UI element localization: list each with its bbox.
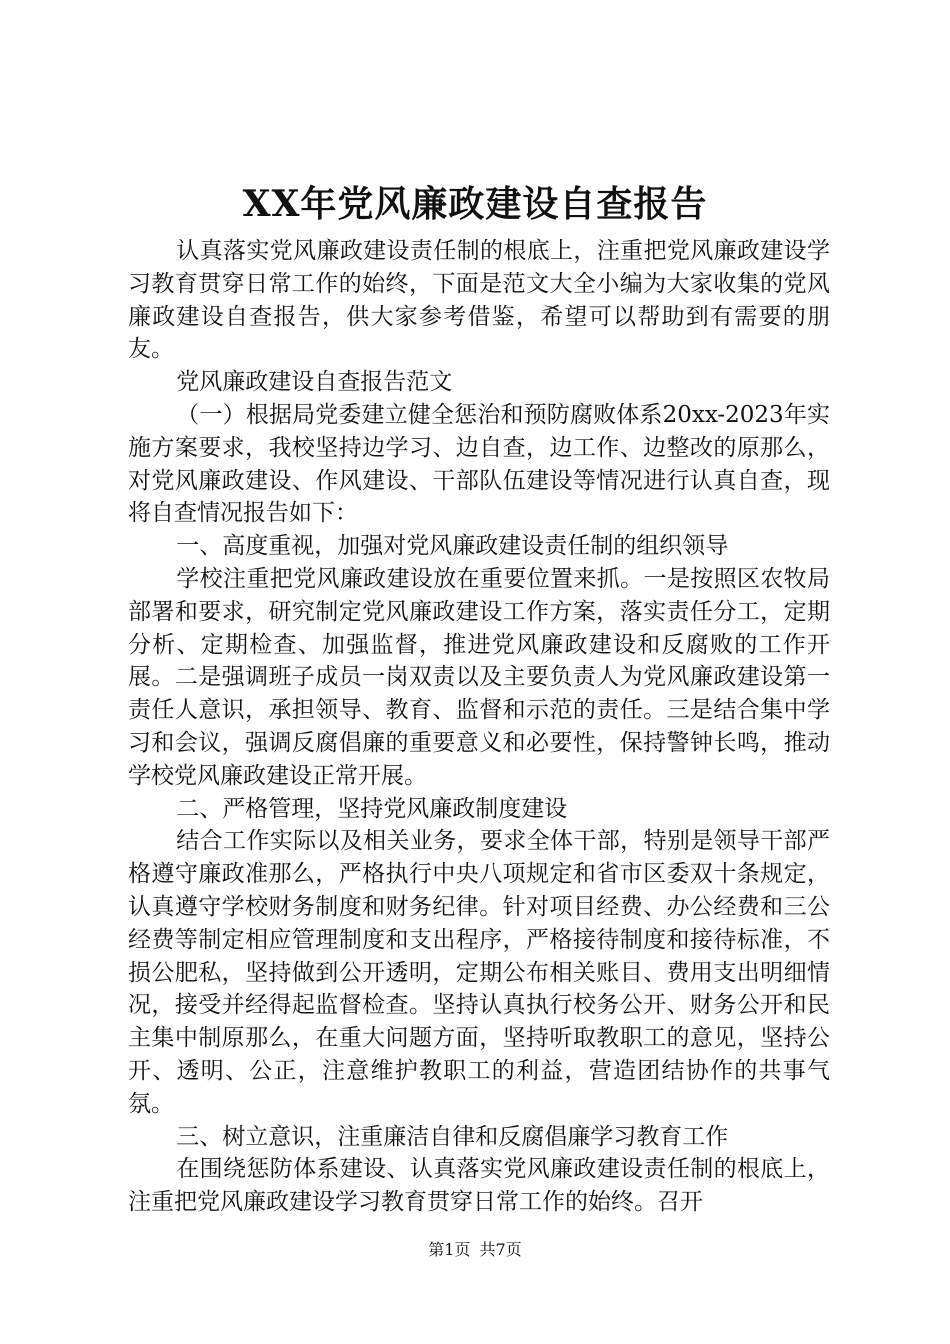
page-number: 第1页 — [428, 1240, 471, 1259]
page-total: 共7页 — [479, 1240, 522, 1259]
document-body — [128, 235, 830, 1219]
body-paragraph: （一）根据局党委建立健全惩治和预防腐败体系20xx-2023年实施方案要求，我校坚持边学习、边自查，边工作、边整改的原那么，对党风廉政建设、作风建设、干部队伍建设等情况进行认真自查，现将自查情况报告如下： — [128, 401, 830, 527]
page-footer — [0, 1240, 950, 1260]
section-heading-3: 三、树立意识，注重廉洁自律和反腐倡廉学习教育工作 — [176, 1123, 729, 1150]
body-paragraph: 学校注重把党风廉政建设放在重要位置来抓。一是按照区农牧局部署和要求，研究制定党风廉政建设工作方案，落实责任分工，定期分析、定期检查、加强监督，推进党风廉政建设和反腐败的工作开展。二是强调班子成员一岗双责以及主要负责人为党风廉政建设第一责任人意识，承担领导、教育、监督和示范的责任。三是结合集中学习和会议，强调反腐倡廉的重要意义和必要性，保持警钟长鸣，推动学校党风廉政建设正常开展。 — [128, 565, 830, 789]
section-subtitle: 党风廉政建设自查报告范文 — [176, 369, 453, 396]
intro-paragraph: 认真落实党风廉政建设责任制的根底上，注重把党风廉政建设学习教育贯穿日常工作的始终，下面是范文大全小编为大家收集的党风廉政建设自查报告，供大家参考借鉴，希望可以帮助到有需要的朋友。 — [128, 238, 830, 363]
section-heading-2: 二、严格管理，坚持党风廉政制度建设 — [176, 795, 568, 822]
body-paragraph: 在围绕惩防体系建设、认真落实党风廉政建设责任制的根底上，注重把党风廉政建设学习教育贯穿日常工作的始终。召开 — [128, 1156, 830, 1216]
body-paragraph: 结合工作实际以及相关业务，要求全体干部，特别是领导干部严格遵守廉政准那么，严格执行中央八项规定和省市区委双十条规定，认真遵守学校财务制度和财务纪律。针对项目经费、办公经费和三公经费等制定相应管理制度和支出程序，严格接待制度和接待标准，不损公肥私，坚持做到公开透明，定期公布相关账目、费用支出明细情况，接受并经得起监督检查。坚持认真执行校务公开、财务公开和民主集中制原那么，在重大问题方面，坚持听取教职工的意见，坚持公开、透明、公正，注意维护教职工的利益，营造团结协作的共事气氛。 — [128, 828, 830, 1117]
section-heading-1: 一、高度重视，加强对党风廉政建设责任制的组织领导 — [176, 533, 729, 560]
document-title: XX年党风廉政建设自查报告 — [242, 183, 708, 225]
